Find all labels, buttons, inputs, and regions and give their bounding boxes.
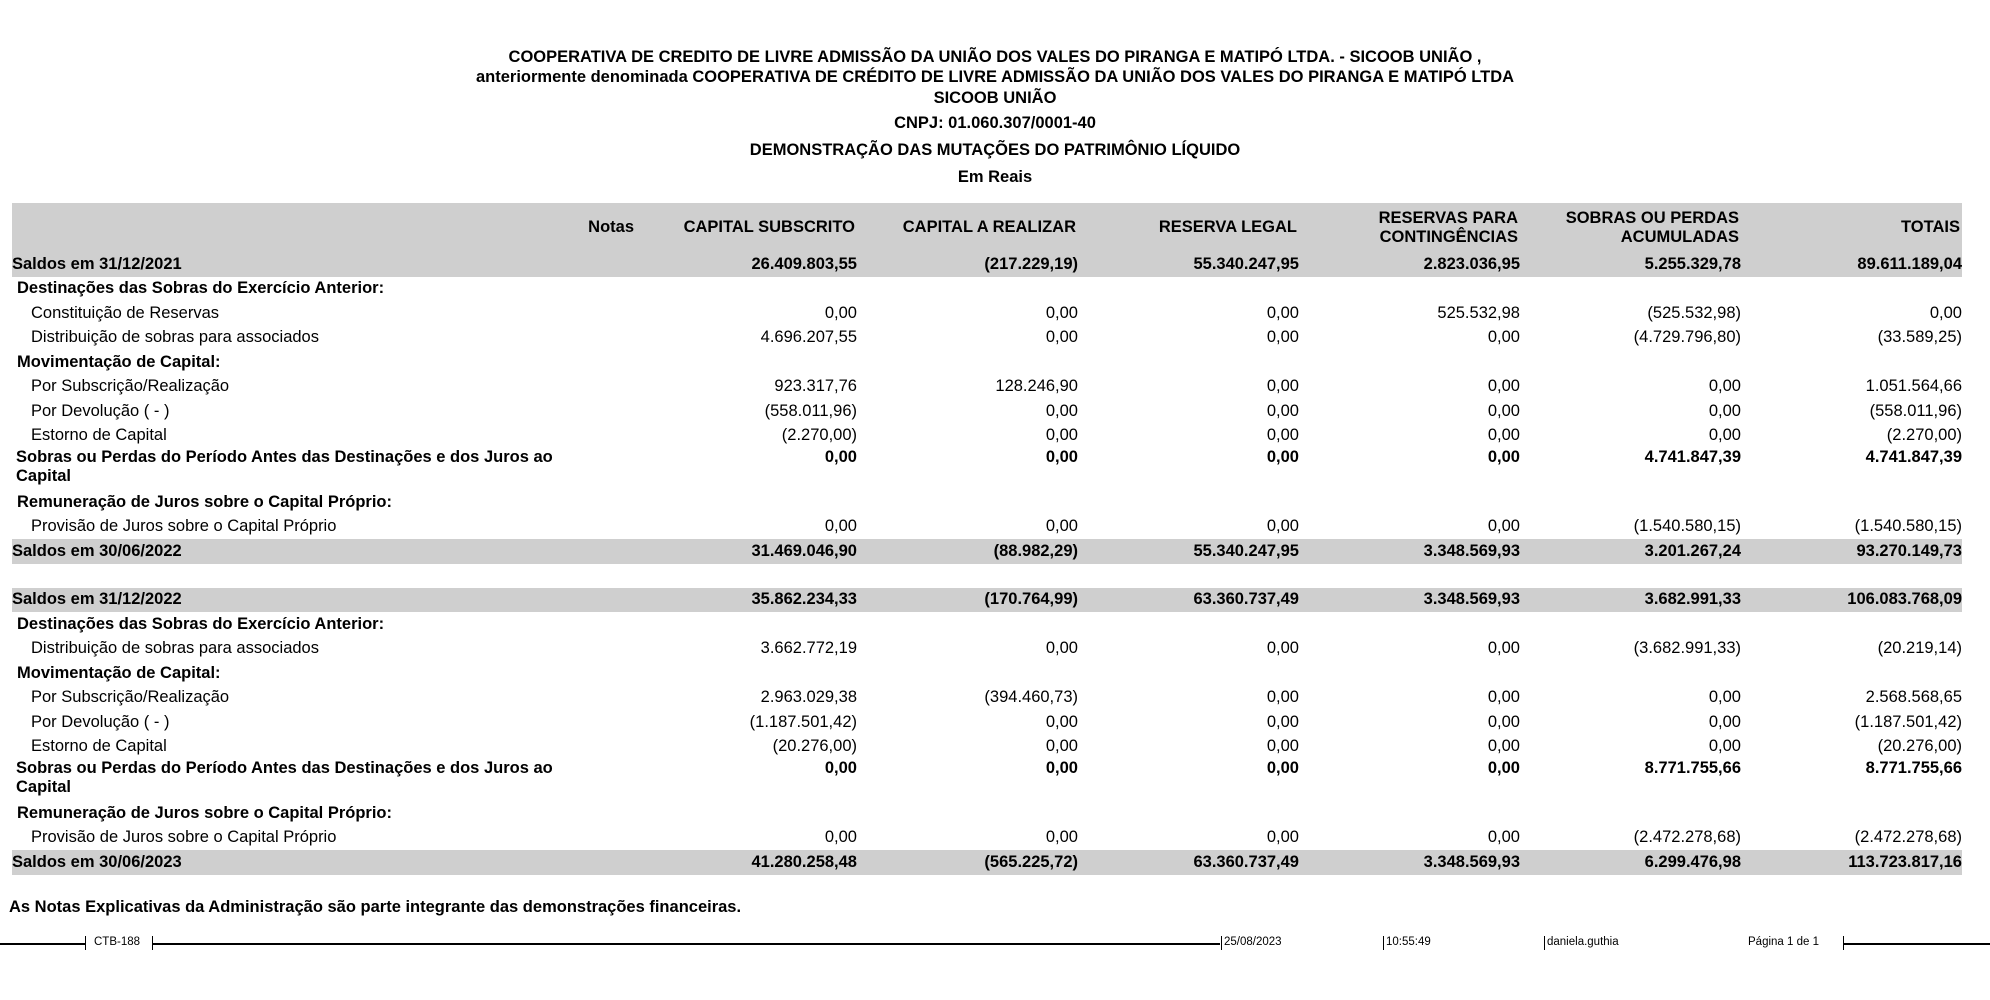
value-cell: 0,00 <box>1045 517 1078 536</box>
balance-row <box>12 588 1962 613</box>
section-row <box>12 490 1962 515</box>
notes-cell <box>571 826 636 851</box>
value-cell: (20.219,14) <box>1877 639 1962 658</box>
value-cell: 106.083.768,09 <box>1741 588 1962 613</box>
equity-changes-table <box>12 203 1962 875</box>
row-label: Por Subscrição/Realização <box>31 688 230 707</box>
value-cell: (525.532,98) <box>1647 303 1741 322</box>
value-cell: (1.187.501,42) <box>1854 712 1962 731</box>
print-time: 10:55:49 <box>1386 936 1431 948</box>
value-cell: 8.771.755,66 <box>1644 759 1741 777</box>
row-label: Destinações das Sobras do Exercício Anterior: <box>17 279 385 298</box>
value-cell: 2.823.036,95 <box>1299 252 1520 277</box>
value-cell: 0,00 <box>1487 377 1520 396</box>
value-cell: 0,00 <box>1045 828 1078 847</box>
value-cell: 0,00 <box>824 828 857 847</box>
currency-unit: Em Reais <box>957 168 1033 186</box>
notes-cell <box>571 375 636 400</box>
notes-cell <box>571 588 636 613</box>
value-cell: 0,00 <box>1708 688 1741 707</box>
footer-rule <box>152 943 1220 945</box>
notes-cell <box>571 301 636 326</box>
table-row <box>12 759 1962 801</box>
value-cell: 0,00 <box>824 759 857 777</box>
value-cell: 923.317,76 <box>774 377 857 396</box>
balance-row <box>12 539 1962 564</box>
value-cell: (217.229,19) <box>857 252 1078 277</box>
value-cell: (394.460,73) <box>984 688 1078 707</box>
value-cell: 0,00 <box>1708 426 1741 445</box>
value-cell: 55.340.247,95 <box>1078 252 1299 277</box>
value-cell: 0,00 <box>1487 688 1520 707</box>
value-cell: 4.696.207,55 <box>760 328 857 347</box>
value-cell: (1.540.580,15) <box>1854 517 1962 536</box>
value-cell: 525.532,98 <box>1437 303 1520 322</box>
value-cell: 0,00 <box>1266 517 1299 536</box>
balance-row <box>12 850 1962 875</box>
value-cell: 0,00 <box>1266 828 1299 847</box>
value-cell: 3.348.569,93 <box>1299 850 1520 875</box>
column-header: Notas <box>571 203 636 252</box>
value-cell: 0,00 <box>1708 377 1741 396</box>
value-cell: 4.741.847,39 <box>1644 448 1741 466</box>
notes-cell <box>571 759 636 801</box>
row-label: Estorno de Capital <box>31 426 167 445</box>
value-cell: 63.360.737,49 <box>1078 850 1299 875</box>
value-cell: 3.348.569,93 <box>1299 588 1520 613</box>
section-row <box>12 350 1962 375</box>
table-row <box>12 448 1962 490</box>
column-header: SOBRAS OU PERDAS ACUMULADAS <box>1520 203 1741 252</box>
footer-divider <box>1221 936 1222 950</box>
value-cell: (3.682.991,33) <box>1633 639 1741 658</box>
table-row <box>12 826 1962 851</box>
value-cell: 93.270.149,73 <box>1741 539 1962 564</box>
notes-cell <box>571 252 636 277</box>
value-cell: 3.682.991,33 <box>1520 588 1741 613</box>
notes-cell <box>571 399 636 424</box>
print-date: 25/08/2023 <box>1224 936 1282 948</box>
value-cell: 0,00 <box>1266 303 1299 322</box>
value-cell: (170.764,99) <box>857 588 1078 613</box>
row-label: Saldos em 30/06/2022 <box>12 539 571 564</box>
notes-cell <box>571 326 636 351</box>
value-cell: 1.051.564,66 <box>1865 377 1962 396</box>
table-row <box>12 710 1962 735</box>
table-row <box>12 515 1962 540</box>
row-label: Distribuição de sobras para associados <box>31 639 319 658</box>
value-cell: 0,00 <box>1045 303 1078 322</box>
user-name: daniela.guthia <box>1547 936 1619 948</box>
table-row <box>12 375 1962 400</box>
value-cell: 0,00 <box>1045 448 1078 466</box>
value-cell: 0,00 <box>1487 426 1520 445</box>
column-header: CAPITAL A REALIZAR <box>857 203 1078 252</box>
table-row <box>12 326 1962 351</box>
row-label: Movimentação de Capital: <box>17 663 221 682</box>
value-cell: 0,00 <box>1045 426 1078 445</box>
value-cell: 63.360.737,49 <box>1078 588 1299 613</box>
table-row <box>12 686 1962 711</box>
value-cell: 0,00 <box>1487 759 1520 777</box>
column-header: CAPITAL SUBSCRITO <box>636 203 857 252</box>
value-cell: 0,00 <box>1266 759 1299 777</box>
column-header: RESERVA LEGAL <box>1078 203 1299 252</box>
value-cell: (20.276,00) <box>772 737 857 756</box>
row-label: Saldos em 30/06/2023 <box>12 850 571 875</box>
value-cell: 0,00 <box>1487 448 1520 466</box>
row-label: Destinações das Sobras do Exercício Anterior: <box>17 614 385 633</box>
table-row <box>12 399 1962 424</box>
row-label: Provisão de Juros sobre o Capital Próprio <box>31 517 337 536</box>
column-header: TOTAIS <box>1741 203 1962 252</box>
value-cell: 0,00 <box>1929 303 1962 322</box>
footer-rule <box>0 943 85 945</box>
value-cell: 0,00 <box>1708 737 1741 756</box>
column-header: RESERVAS PARA CONTINGÊNCIAS <box>1299 203 1520 252</box>
value-cell: (4.729.796,80) <box>1633 328 1741 347</box>
value-cell: (88.982,29) <box>857 539 1078 564</box>
value-cell: 0,00 <box>1266 426 1299 445</box>
section-row <box>12 661 1962 686</box>
row-label: Provisão de Juros sobre o Capital Próprio <box>31 828 337 847</box>
value-cell: 128.246,90 <box>995 377 1078 396</box>
page-number: Página 1 de 1 <box>1748 936 1819 948</box>
value-cell: 0,00 <box>1266 448 1299 466</box>
balance-row <box>12 252 1962 277</box>
notes-cell <box>571 850 636 875</box>
value-cell: 8.771.755,66 <box>1865 759 1962 777</box>
notes-cell <box>571 424 636 449</box>
row-label: Por Subscrição/Realização <box>31 377 230 396</box>
row-label: Saldos em 31/12/2022 <box>12 588 571 613</box>
value-cell: 0,00 <box>1045 737 1078 756</box>
value-cell: 0,00 <box>1266 639 1299 658</box>
value-cell: (2.472.278,68) <box>1633 828 1741 847</box>
value-cell: 0,00 <box>1266 688 1299 707</box>
value-cell: 0,00 <box>824 448 857 466</box>
section-row <box>12 277 1962 302</box>
value-cell: (558.011,96) <box>764 401 857 420</box>
spacer <box>12 564 1962 588</box>
value-cell: (20.276,00) <box>1877 737 1962 756</box>
value-cell: 3.662.772,19 <box>760 639 857 658</box>
notes-cell <box>571 637 636 662</box>
value-cell: 89.611.189,04 <box>1741 252 1962 277</box>
row-label: Saldos em 31/12/2021 <box>12 252 571 277</box>
value-cell: 0,00 <box>1266 328 1299 347</box>
footer-divider <box>85 936 86 950</box>
former-name: anteriormente denominada COOPERATIVA DE CRÉDITO DE LIVRE ADMISSÃO DA UNIÃO DOS VALES DO PIRANGA E MATIPÓ LTDA <box>475 68 1515 86</box>
value-cell: 0,00 <box>1266 737 1299 756</box>
value-cell: (2.472.278,68) <box>1854 828 1962 847</box>
row-label: Constituição de Reservas <box>31 303 220 322</box>
value-cell: 6.299.476,98 <box>1520 850 1741 875</box>
value-cell: 0,00 <box>824 517 857 536</box>
footnote: As Notas Explicativas da Administração são parte integrante das demonstrações financeiras. <box>9 898 742 916</box>
row-label: Remuneração de Juros sobre o Capital Próprio: <box>17 803 393 822</box>
footer-divider <box>1544 936 1545 950</box>
value-cell: (558.011,96) <box>1869 401 1962 420</box>
value-cell: 0,00 <box>1487 639 1520 658</box>
report-title: DEMONSTRAÇÃO DAS MUTAÇÕES DO PATRIMÔNIO LÍQUIDO <box>749 141 1241 159</box>
value-cell: 0,00 <box>1045 759 1078 777</box>
value-cell: 0,00 <box>1487 401 1520 420</box>
section-row <box>12 612 1962 637</box>
value-cell: 0,00 <box>1487 712 1520 731</box>
value-cell: 0,00 <box>1045 401 1078 420</box>
notes-cell <box>571 735 636 760</box>
cnpj: CNPJ: 01.060.307/0001-40 <box>894 114 1096 132</box>
value-cell: (2.270,00) <box>781 426 857 445</box>
value-cell: 0,00 <box>824 303 857 322</box>
value-cell: 0,00 <box>1487 828 1520 847</box>
table-row <box>12 735 1962 760</box>
value-cell: 0,00 <box>1487 517 1520 536</box>
value-cell: 5.255.329,78 <box>1520 252 1741 277</box>
row-label: Remuneração de Juros sobre o Capital Próprio: <box>17 492 393 511</box>
value-cell: 31.469.046,90 <box>636 539 857 564</box>
section-row <box>12 801 1962 826</box>
notes-cell <box>571 515 636 540</box>
column-header <box>12 203 571 252</box>
value-cell: (1.540.580,15) <box>1633 517 1741 536</box>
value-cell: 0,00 <box>1266 377 1299 396</box>
value-cell: 2.568.568,65 <box>1865 688 1962 707</box>
value-cell: 0,00 <box>1045 328 1078 347</box>
table-header-row <box>12 203 1962 252</box>
footer-divider <box>1383 936 1384 950</box>
row-label: Por Devolução ( - ) <box>31 712 170 731</box>
table-row <box>12 301 1962 326</box>
notes-cell <box>571 686 636 711</box>
row-label: Distribuição de sobras para associados <box>31 328 319 347</box>
value-cell: 0,00 <box>1487 737 1520 756</box>
value-cell: 0,00 <box>1045 712 1078 731</box>
value-cell: 2.963.029,38 <box>760 688 857 707</box>
value-cell: 0,00 <box>1708 401 1741 420</box>
report-code: CTB-188 <box>94 936 141 948</box>
row-label: Estorno de Capital <box>31 737 167 756</box>
value-cell: 0,00 <box>1708 712 1741 731</box>
value-cell: (2.270,00) <box>1886 426 1962 445</box>
table-row <box>12 637 1962 662</box>
company-name: COOPERATIVA DE CREDITO DE LIVRE ADMISSÃO DA UNIÃO DOS VALES DO PIRANGA E MATIPÓ LTDA. - SICOOB UNIÃO , <box>508 48 1482 66</box>
value-cell: (33.589,25) <box>1877 328 1962 347</box>
value-cell: 0,00 <box>1266 712 1299 731</box>
value-cell: 0,00 <box>1045 639 1078 658</box>
notes-cell <box>571 710 636 735</box>
row-label: Sobras ou Perdas do Período Antes das Destinações e dos Juros ao Capital <box>16 759 553 796</box>
row-label: Sobras ou Perdas do Período Antes das Destinações e dos Juros ao Capital <box>16 448 553 485</box>
row-label: Por Devolução ( - ) <box>31 401 170 420</box>
value-cell: 26.409.803,55 <box>636 252 857 277</box>
value-cell: 35.862.234,33 <box>636 588 857 613</box>
short-name: SICOOB UNIÃO <box>933 89 1057 107</box>
notes-cell <box>571 448 636 490</box>
value-cell: 3.201.267,24 <box>1520 539 1741 564</box>
row-label: Movimentação de Capital: <box>17 352 221 371</box>
value-cell: 3.348.569,93 <box>1299 539 1520 564</box>
value-cell: (565.225,72) <box>857 850 1078 875</box>
value-cell: 113.723.817,16 <box>1741 850 1962 875</box>
value-cell: (1.187.501,42) <box>749 712 857 731</box>
value-cell: 4.741.847,39 <box>1865 448 1962 466</box>
spacer-row <box>12 564 1962 588</box>
value-cell: 0,00 <box>1487 328 1520 347</box>
notes-cell <box>571 539 636 564</box>
value-cell: 0,00 <box>1266 401 1299 420</box>
value-cell: 55.340.247,95 <box>1078 539 1299 564</box>
table-row <box>12 424 1962 449</box>
footer-rule <box>1843 943 1990 945</box>
value-cell: 41.280.258,48 <box>636 850 857 875</box>
